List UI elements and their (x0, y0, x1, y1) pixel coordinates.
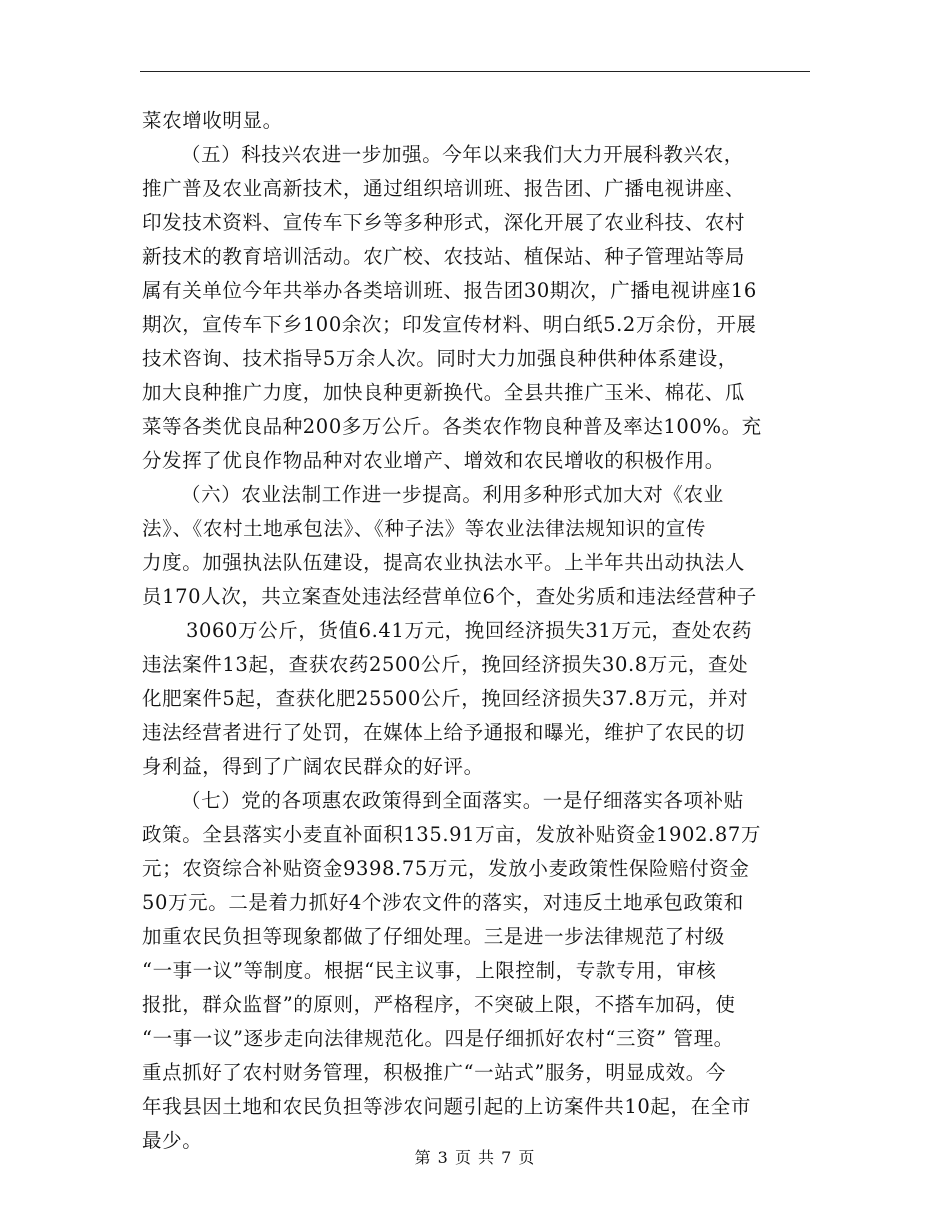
text-line: 法》、《农村土地承包法》、《种子法》等农业法律法规知识的宣传 (142, 517, 707, 540)
paragraph-6-start: （六）农业法制工作进一步提高。利用多种形式加大对《农业 (181, 483, 724, 506)
text-line: 菜农增收明显。 (142, 109, 283, 132)
text-line: 新技术的教育培训活动。农广校、农技站、植保站、种子管理站等局 (142, 245, 746, 268)
text-line: 加大良种推广力度，加快良种更新换代。全县共推广玉米、棉花、瓜 (142, 381, 746, 404)
page-number-footer: 第 3 页 共 7 页 (414, 1148, 536, 1167)
text-line: 印发技术资料、宣传车下乡等多种形式，深化开展了农业科技、农村 (142, 211, 746, 234)
text-line: 技术咨询、技术指导5万余人次。同时大力加强良种供种体系建设， (142, 347, 738, 370)
text-line: 员170人次，共立案查处违法经营单位6个，查处劣质和违法经营种子 (142, 585, 757, 608)
paragraph-7-start: （七）党的各项惠农政策得到全面落实。一是仔细落实各项补贴 (181, 789, 744, 812)
text-line: 违法案件13起，查获农药2500公斤，挽回经济损失30.8万元，查处 (142, 653, 749, 676)
text-line: 加重农民负担等现象都做了仔细处理。三是进一步法律规范了村级 (142, 925, 725, 948)
text-line: 力度。加强执法队伍建设，提高农业执法水平。上半年共出动执法人 (142, 551, 746, 574)
text-line: 推广普及农业高新技术，通过组织培训班、报告团、广播电视讲座、 (142, 177, 746, 200)
header-rule (140, 71, 810, 72)
text-line: 分发挥了优良作物品种对农业增产、增效和农民增收的积极作用。 (142, 449, 725, 472)
text-line: 50万元。二是着力抓好4个涉农文件的落实，对违反土地承包政策和 (142, 891, 744, 914)
text-line: 身利益，得到了广阔农民群众的好评。 (142, 755, 484, 778)
text-line: 政策。全县落实小麦直补面积135.91万亩，发放补贴资金1902.87万 (142, 823, 761, 846)
text-line: 违法经营者进行了处罚，在媒体上给予通报和曝光，维护了农民的切 (142, 721, 746, 744)
text-line: 年我县因土地和农民负担等涉农问题引起的上访案件共10起，在全市 (142, 1095, 751, 1118)
text-line: 期次，宣传车下乡100余次；印发宣传材料、明白纸5.2万余份，开展 (142, 313, 757, 336)
text-line: 元；农资综合补贴资金9398.75万元，发放小麦政策性保险赔付资金 (142, 857, 750, 880)
text-line: “一事一议”等制度。根据“民主议事，上限控制，专款专用，审核 (142, 959, 717, 982)
text-line: 重点抓好了农村财务管理，积极推广“一站式”服务，明显成效。今 (142, 1061, 726, 1084)
text-line: 菜等各类优良品种200多万公斤。各类农作物良种普及率达100%。充 (142, 415, 762, 438)
text-line: “一事一议”逐步走向法律规范化。四是仔细抓好农村“三资” 管理。 (142, 1027, 734, 1050)
text-line: 3060万公斤，货值6.41万元，挽回经济损失31万元，查处农药 (186, 619, 753, 642)
text-line: 属有关单位今年共举办各类培训班、报告团30期次，广播电视讲座16 (142, 279, 757, 302)
document-body (142, 104, 812, 1158)
paragraph-5-start: （五）科技兴农进一步加强。今年以来我们大力开展科教兴农， (181, 143, 744, 166)
text-line: 报批，群众监督”的原则，严格程序，不突破上限，不搭车加码，使 (142, 993, 736, 1016)
text-line: 最少。 (142, 1129, 203, 1152)
text-line: 化肥案件5起，查获化肥25500公斤，挽回经济损失37.8万元，并对 (142, 687, 749, 710)
